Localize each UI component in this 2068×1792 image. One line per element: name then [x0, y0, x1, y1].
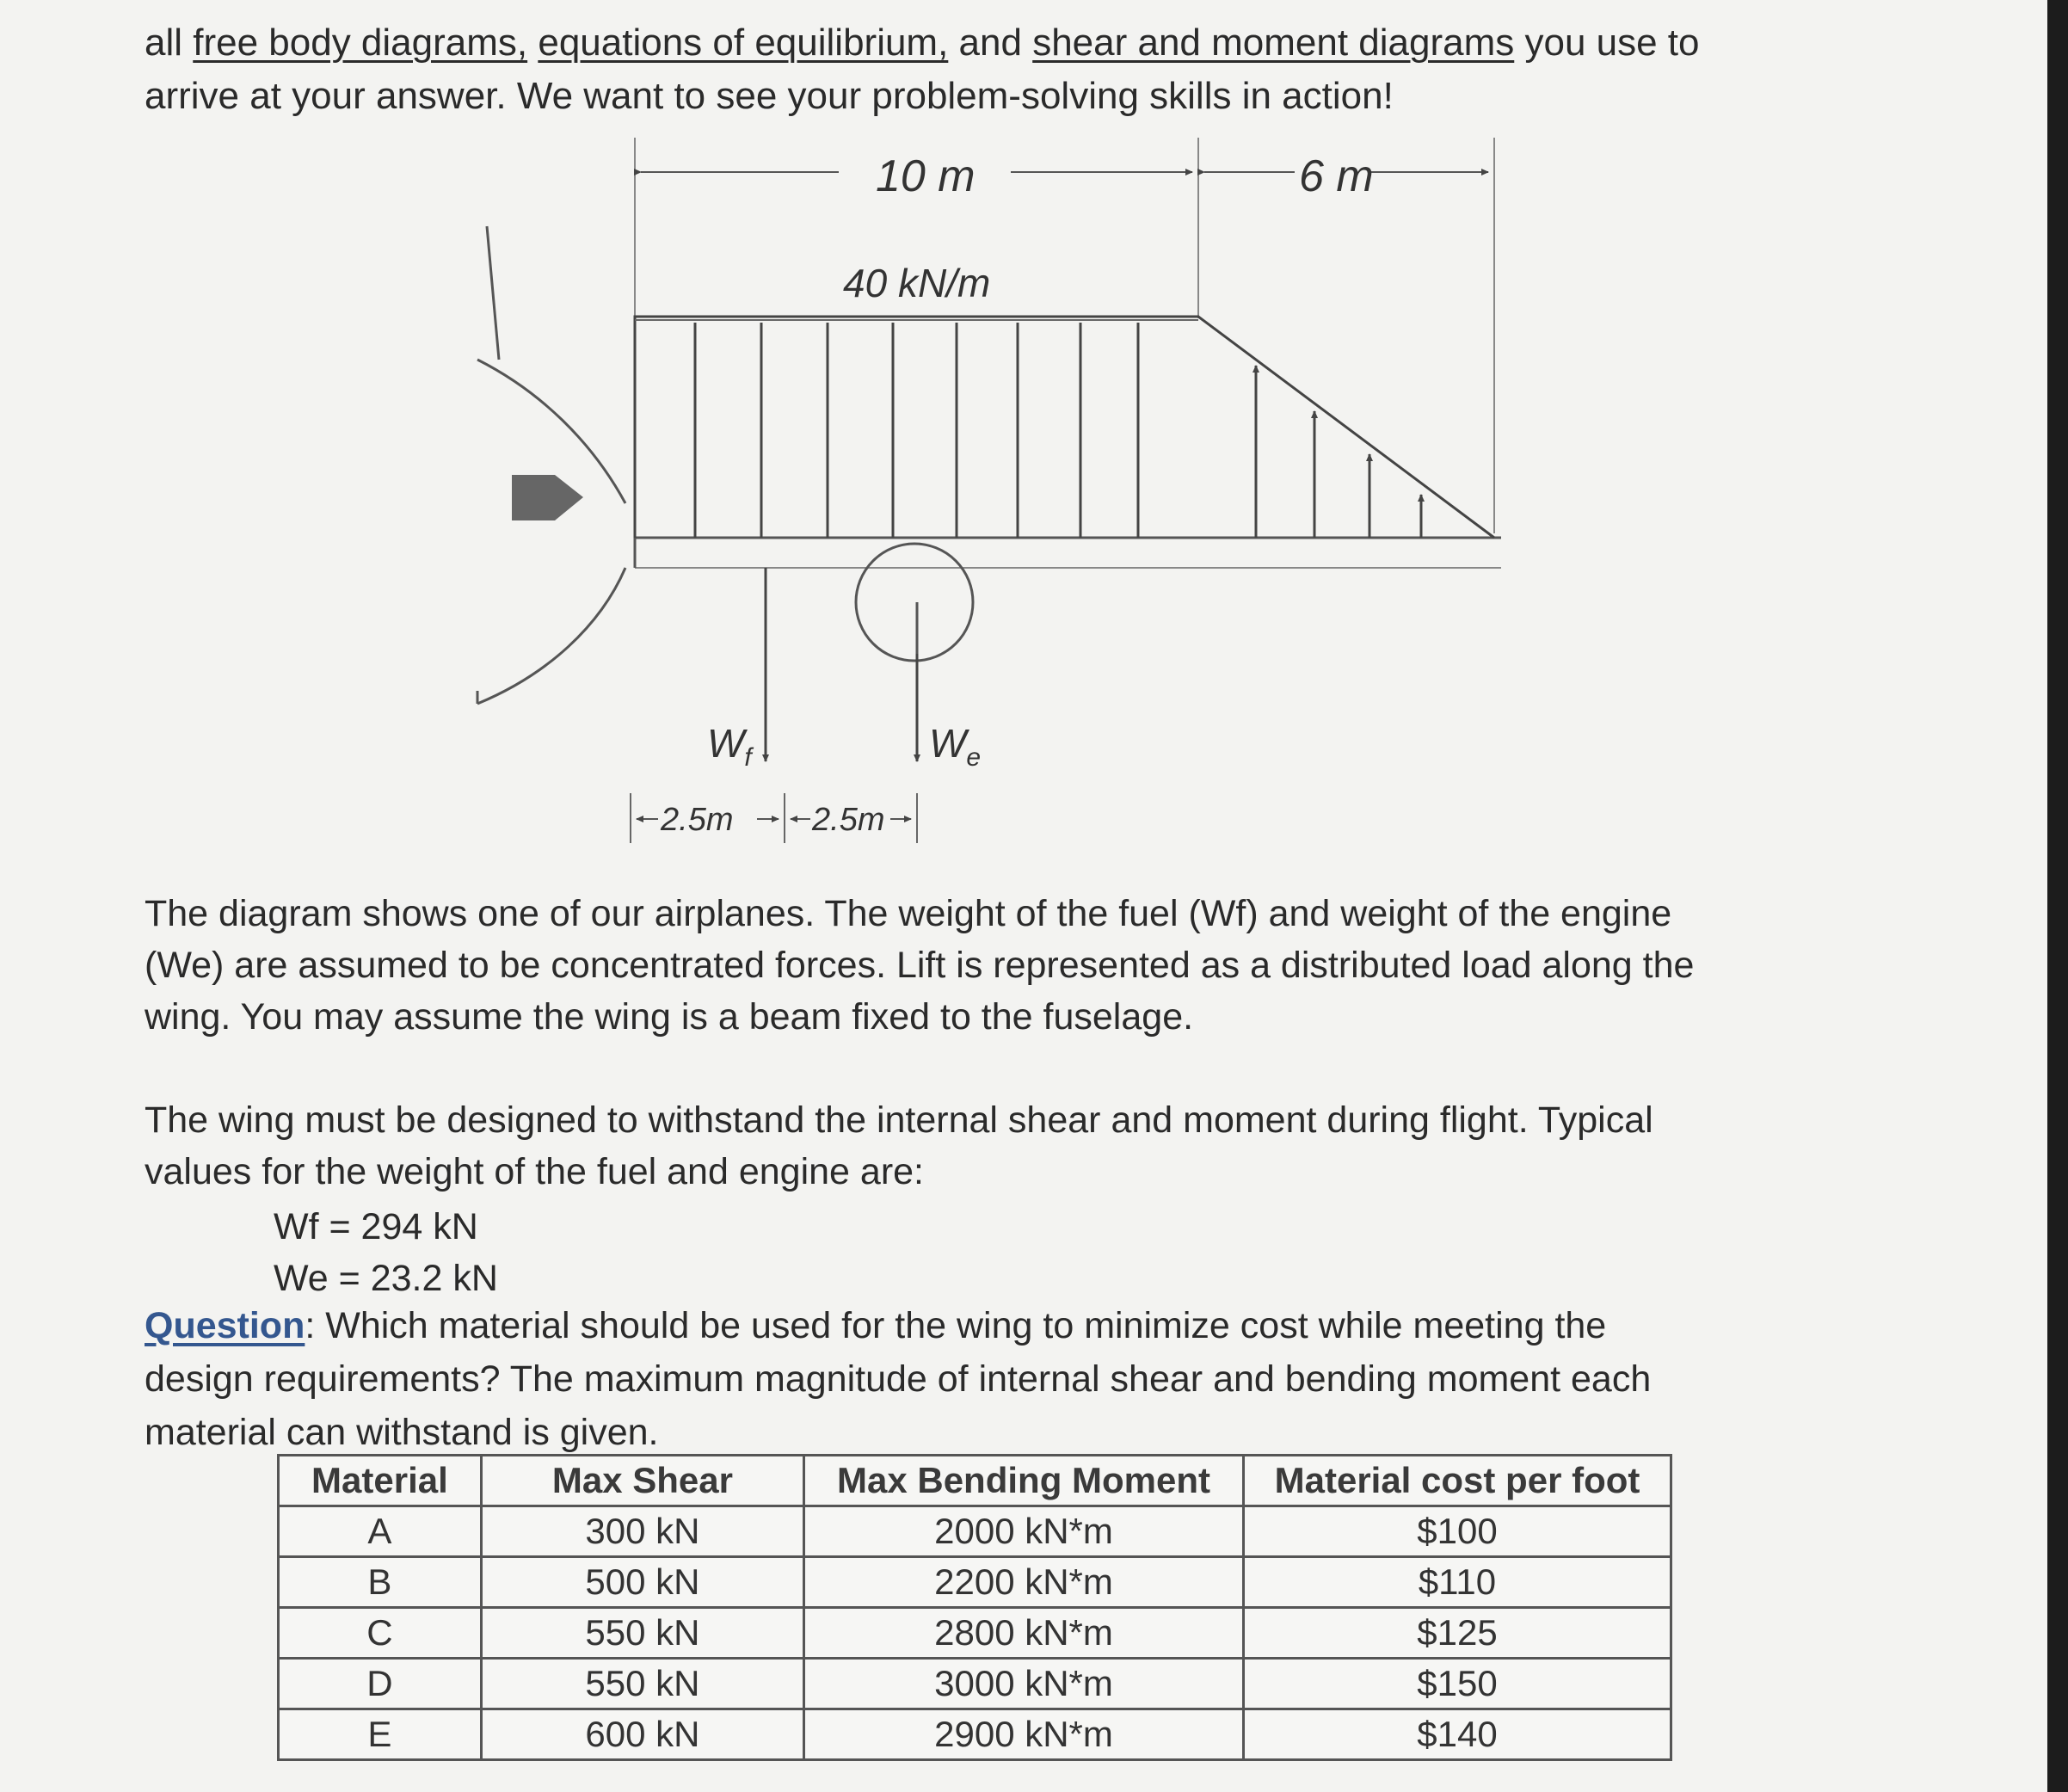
wing-diagram [0, 0, 2068, 860]
table-row [279, 1557, 1671, 1608]
material-cell: D [279, 1659, 482, 1709]
load-intensity-label: 40 kN/m [843, 261, 991, 305]
fuel-weight-subscript: f [744, 743, 752, 772]
fuel-weight-label [707, 721, 754, 772]
description-paragraph [145, 888, 1694, 1043]
material-cell: E [279, 1709, 482, 1760]
max-shear-cell: 300 kN [481, 1506, 803, 1557]
table-row [279, 1709, 1671, 1760]
max-shear-cell: 550 kN [481, 1608, 803, 1659]
engine [856, 544, 973, 661]
typical-weights [274, 1201, 498, 1304]
paragraph-line: wing. You may assume the wing is a beam fixed to the fuselage. [145, 996, 1194, 1038]
paragraph-line: values for the weight of the fuel and engine are: [145, 1151, 925, 1192]
table-row [279, 1506, 1671, 1557]
max-moment-cell: 2200 kN*m [804, 1557, 1244, 1608]
link-free-body-diagrams: free body diagrams, [193, 22, 528, 64]
header-material-cost: Material cost per foot [1244, 1456, 1671, 1506]
paragraph-line: (We) are assumed to be concentrated forces. Lift is represented as a distributed load along the [145, 945, 1695, 986]
lift-distributed-load [635, 317, 1494, 538]
question-text: : Which material should be used for the wing to minimize cost while meeting the [305, 1305, 1607, 1346]
cost-cell: $110 [1244, 1557, 1671, 1608]
header-max-bending-moment: Max Bending Moment [804, 1456, 1244, 1506]
engine-weight-label [929, 721, 981, 772]
intro-text: you use to [1514, 22, 1700, 64]
max-shear-cell: 550 kN [481, 1659, 803, 1709]
fuel-weight-symbol: W [707, 721, 745, 766]
question-line-3: material can withstand is given. [145, 1412, 659, 1453]
question-line-2: design requirements? The maximum magnitude of internal shear and bending moment each [145, 1358, 1652, 1400]
table-header-row [279, 1456, 1671, 1506]
engine-weight-subscript: e [966, 743, 982, 772]
materials-table [277, 1454, 1672, 1761]
table-row [279, 1659, 1671, 1709]
intro-line-2: arrive at your answer. We want to see your problem-solving skills in action! [145, 75, 1394, 117]
max-moment-cell: 2900 kN*m [804, 1709, 1244, 1760]
dim-2-5m-left-label: 2.5m [661, 802, 734, 838]
design-paragraph [145, 1094, 1653, 1198]
header-material: Material [279, 1456, 482, 1506]
engine-weight-symbol: W [929, 721, 967, 766]
header-max-shear: Max Shear [481, 1456, 803, 1506]
cost-cell: $150 [1244, 1659, 1671, 1709]
dim-6m-label: 6 m [1299, 151, 1374, 201]
material-cell: B [279, 1557, 482, 1608]
question-label: Question [145, 1305, 305, 1346]
max-moment-cell: 2800 kN*m [804, 1608, 1244, 1659]
engine-weight-value: We = 23.2 kN [274, 1258, 498, 1299]
max-moment-cell: 3000 kN*m [804, 1659, 1244, 1709]
max-moment-cell: 2000 kN*m [804, 1506, 1244, 1557]
paragraph-line: The diagram shows one of our airplanes. The weight of the fuel (Wf) and weight of the engine [145, 893, 1672, 934]
intro-text: all [145, 22, 194, 64]
question-line-1 [145, 1299, 1651, 1352]
wing-beam [635, 538, 1501, 568]
link-shear-moment-diagrams: shear and moment diagrams [1032, 22, 1515, 64]
intro-text: and [948, 22, 1033, 64]
max-shear-cell: 500 kN [481, 1557, 803, 1608]
material-cell: A [279, 1506, 482, 1557]
cost-cell: $125 [1244, 1608, 1671, 1659]
table-row [279, 1608, 1671, 1659]
paragraph-line: The wing must be designed to withstand the internal shear and moment during flight. Typical [145, 1099, 1653, 1141]
fuel-weight-value: Wf = 294 kN [274, 1206, 478, 1247]
cost-cell: $100 [1244, 1506, 1671, 1557]
dim-2-5m-right-label: 2.5m [812, 802, 885, 838]
fuselage [477, 226, 625, 704]
question-block [145, 1299, 1651, 1459]
fuselage-tail-marker [512, 475, 583, 520]
link-equations-of-equilibrium: equations of equilibrium, [538, 22, 949, 64]
material-cell: C [279, 1608, 482, 1659]
cost-cell: $140 [1244, 1709, 1671, 1760]
dim-10m-label: 10 m [876, 151, 976, 201]
max-shear-cell: 600 kN [481, 1709, 803, 1760]
